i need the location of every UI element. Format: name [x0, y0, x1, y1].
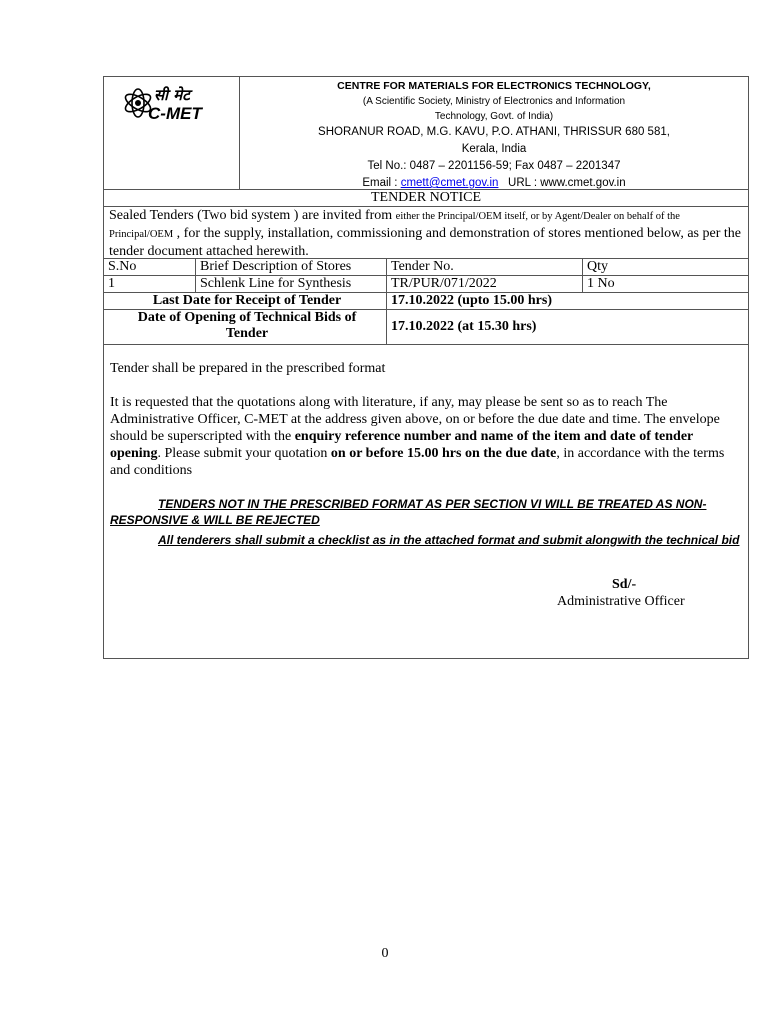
notice-title: TENDER NOTICE — [104, 189, 748, 207]
checklist-warning: All tenderers shall submit a checklist as in the attached format and submit alongwith the technical bid — [158, 533, 740, 547]
format-instruction: Tender shall be prepared in the prescribed format — [110, 361, 386, 376]
svg-text:C-MET: C-MET — [148, 104, 202, 123]
logo-cell — [104, 77, 240, 189]
org-subtitle-2: Technology, Govt. of India) — [434, 111, 554, 122]
intro-text-2: either the Principal/OEM itself, or by Agent/Dealer on behalf of the Principal/OEM — [109, 211, 680, 240]
intro-text-3: , for the supply, installation, commissioning and demonstration of stores mentioned below, as per the tender document attached herewith. — [109, 226, 741, 259]
tender-document — [103, 76, 749, 659]
phone-fax: Tel No.: 0487 – 2201156-59; Fax 0487 – 2201347 — [367, 160, 621, 172]
signature-title: Administrative Officer — [557, 594, 685, 609]
row-sno: 1 — [108, 276, 115, 291]
last-date-label: Last Date for Receipt of Tender — [152, 293, 342, 308]
org-name: CENTRE FOR MATERIALS FOR ELECTRONICS TECHNOLOGY, — [337, 80, 651, 92]
cmet-logo-icon — [118, 81, 228, 125]
submission-instruction: It is requested that the quotations along with literature, if any, may please be sent so as to reach The Administrative Officer, C-MET at the address given above, on or before the due date and time. The envelope should be superscripted with the enquiry reference number and name of the item and date of tender opening. Please submit your quotation on or before 15.00 hrs on the due date, in accordance with the terms and conditions — [110, 395, 725, 478]
address-line-1: SHORANUR ROAD, M.G. KAVU, P.O. ATHANI, THRISSUR 680 581, — [318, 126, 670, 138]
website-url: URL : www.cmet.gov.in — [508, 177, 626, 189]
signature-sd: Sd/- — [612, 577, 637, 592]
header-qty: Qty — [587, 259, 608, 274]
address-line-2: Kerala, India — [461, 143, 527, 155]
email-label: Email : — [362, 177, 401, 189]
notice-body — [110, 360, 746, 548]
svg-text:सी मेट: सी मेट — [154, 86, 190, 104]
row-qty: 1 No — [587, 276, 615, 291]
header-description: Brief Description of Stores — [200, 259, 352, 274]
organization-block — [240, 77, 748, 192]
page-number: 0 — [381, 946, 389, 961]
intro-text-1: Sealed Tenders (Two bid system ) are invited from — [109, 208, 396, 223]
letterhead — [104, 77, 748, 190]
email-link[interactable]: cmett@cmet.gov.in — [400, 177, 499, 189]
non-responsive-warning: TENDERS NOT IN THE PRESCRIBED FORMAT AS PER SECTION VI WILL BE TREATED AS NON- RESPONSIVE & WILL BE REJECTED — [110, 497, 707, 527]
header-sno: S.No — [108, 259, 137, 274]
intro-paragraph — [109, 207, 745, 260]
row-description: Schlenk Line for Synthesis — [200, 276, 352, 291]
header-tender-no: Tender No. — [391, 259, 454, 274]
opening-date-label: Date of Opening of Technical Bids of Tender — [137, 310, 357, 341]
stores-table — [104, 258, 748, 344]
opening-date-value: 17.10.2022 (at 15.30 hrs) — [391, 319, 537, 334]
org-subtitle: (A Scientific Society, Ministry of Electronics and Information — [362, 96, 626, 107]
last-date-value: 17.10.2022 (upto 15.00 hrs) — [391, 293, 553, 308]
row-tender-no: TR/PUR/071/2022 — [391, 276, 497, 291]
